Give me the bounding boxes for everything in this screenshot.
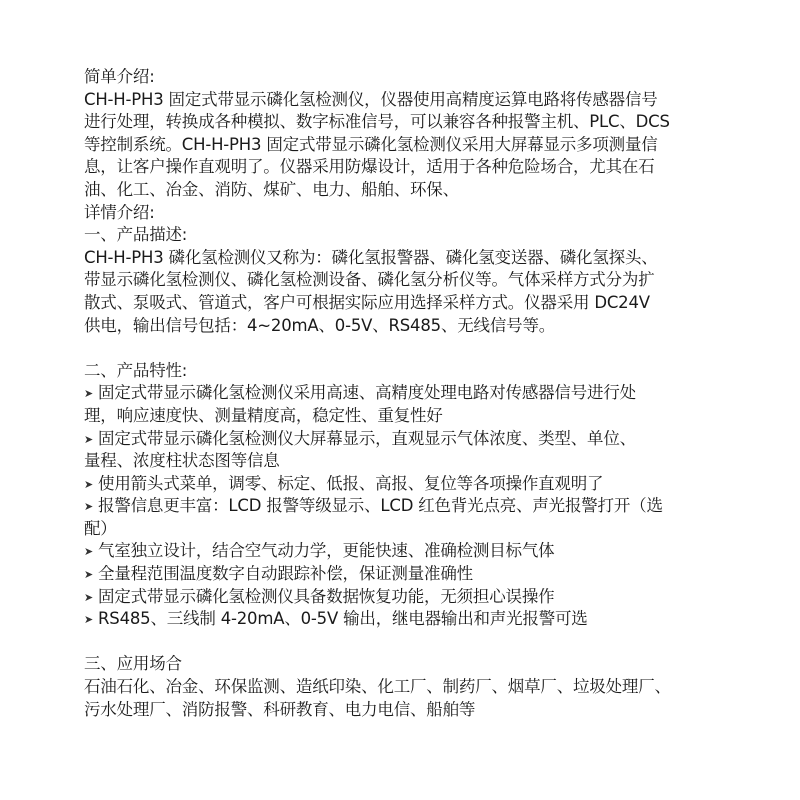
document-body (84, 66, 718, 721)
text-line: 等控制系统。CH-H-PH3 固定式带显示磷化氢检测仪采用大屏幕显示多项测量信 (84, 134, 658, 154)
section3-heading: 三、应用场合 (84, 654, 182, 674)
brief-heading: 简单介绍: (84, 67, 155, 86)
section1-paragraph (84, 247, 718, 337)
arrow-right-icon: ➤ (84, 545, 94, 559)
arrow-right-icon: ➤ (84, 613, 94, 627)
feature-list (84, 382, 718, 631)
feature-item (84, 428, 718, 473)
feature-text: 理，响应速度快、测量精度高，稳定性、重复性好 (84, 405, 443, 425)
section3-paragraph (84, 676, 718, 721)
text-line: 石油石化、冶金、环保监测、造纸印染、化工厂、制药厂、烟草厂、垃圾处理厂、 (84, 677, 671, 697)
feature-item (84, 586, 718, 609)
section1-heading: 一、产品描述: (84, 225, 188, 245)
brief-paragraph (84, 89, 718, 202)
feature-item (84, 540, 718, 563)
feature-item (84, 495, 718, 540)
arrow-right-icon: ➤ (84, 568, 94, 582)
feature-text: 报警信息更丰富：LCD 报警等级显示、LCD 红色背光点亮、声光报警打开（选 (98, 496, 663, 516)
text-line: CH-H-PH3 磷化氢检测仪又称为：磷化氢报警器、磷化氢变送器、磷化氢探头、 (84, 247, 658, 267)
feature-text: 全量程范围温度数字自动跟踪补偿，保证测量准确性 (98, 564, 473, 584)
arrow-right-icon: ➤ (84, 432, 94, 446)
feature-text: 气室独立设计，结合空气动力学，更能快速、准确检测目标气体 (98, 541, 555, 561)
feature-text: 配） (84, 518, 117, 538)
arrow-right-icon: ➤ (84, 387, 94, 401)
text-line: 带显示磷化氢检测仪、磷化氢检测设备、磷化氢分析仪等。气体采样方式分为扩 (84, 270, 655, 290)
arrow-right-icon: ➤ (84, 477, 94, 491)
feature-text: 固定式带显示磷化氢检测仪大屏幕显示，直观显示气体浓度、类型、单位、 (98, 428, 636, 448)
feature-item (84, 382, 718, 427)
feature-text: RS485、三线制 4-20mA、0-5V 输出，继电器输出和声光报警可选 (98, 609, 588, 629)
feature-text: 量程、浓度柱状态图等信息 (84, 451, 280, 471)
text-line: 供电，输出信号包括：4~20mA、0-5V、RS485、无线信号等。 (84, 315, 556, 335)
text-line: 散式、泵吸式、管道式，客户可根据实际应用选择采样方式。仪器采用 DC24V (84, 292, 650, 312)
section2-heading: 二、产品特性: (84, 360, 188, 380)
text-line: 息，让客户操作直观明了。仪器采用防爆设计，适用于各种危险场合，尤其在石 (84, 157, 655, 177)
text-line: 进行处理，转换成各种模拟、数字标准信号，可以兼容各种报警主机、PLC、DCS (84, 112, 670, 132)
feature-text: 使用箭头式菜单，调零、标定、低报、高报、复位等各项操作直观明了 (98, 473, 604, 493)
text-line: 污水处理厂、消防报警、科研教育、电力电信、船舶等 (84, 699, 476, 719)
arrow-right-icon: ➤ (84, 500, 94, 514)
feature-text: 固定式带显示磷化氢检测仪具备数据恢复功能，无须担心误操作 (98, 586, 555, 606)
feature-item (84, 608, 718, 631)
feature-item (84, 563, 718, 586)
feature-text: 固定式带显示磷化氢检测仪采用高速、高精度处理电路对传感器信号进行处 (98, 383, 636, 403)
arrow-right-icon: ➤ (84, 590, 94, 604)
text-line: 油、化工、冶金、消防、煤矿、电力、船舶、环保、 (84, 179, 459, 199)
detail-heading: 详情介绍: (84, 202, 155, 222)
text-line: CH-H-PH3 固定式带显示磷化氢检测仪，仪器使用高精度运算电路将传感器信号 (84, 89, 658, 109)
feature-item (84, 473, 718, 496)
